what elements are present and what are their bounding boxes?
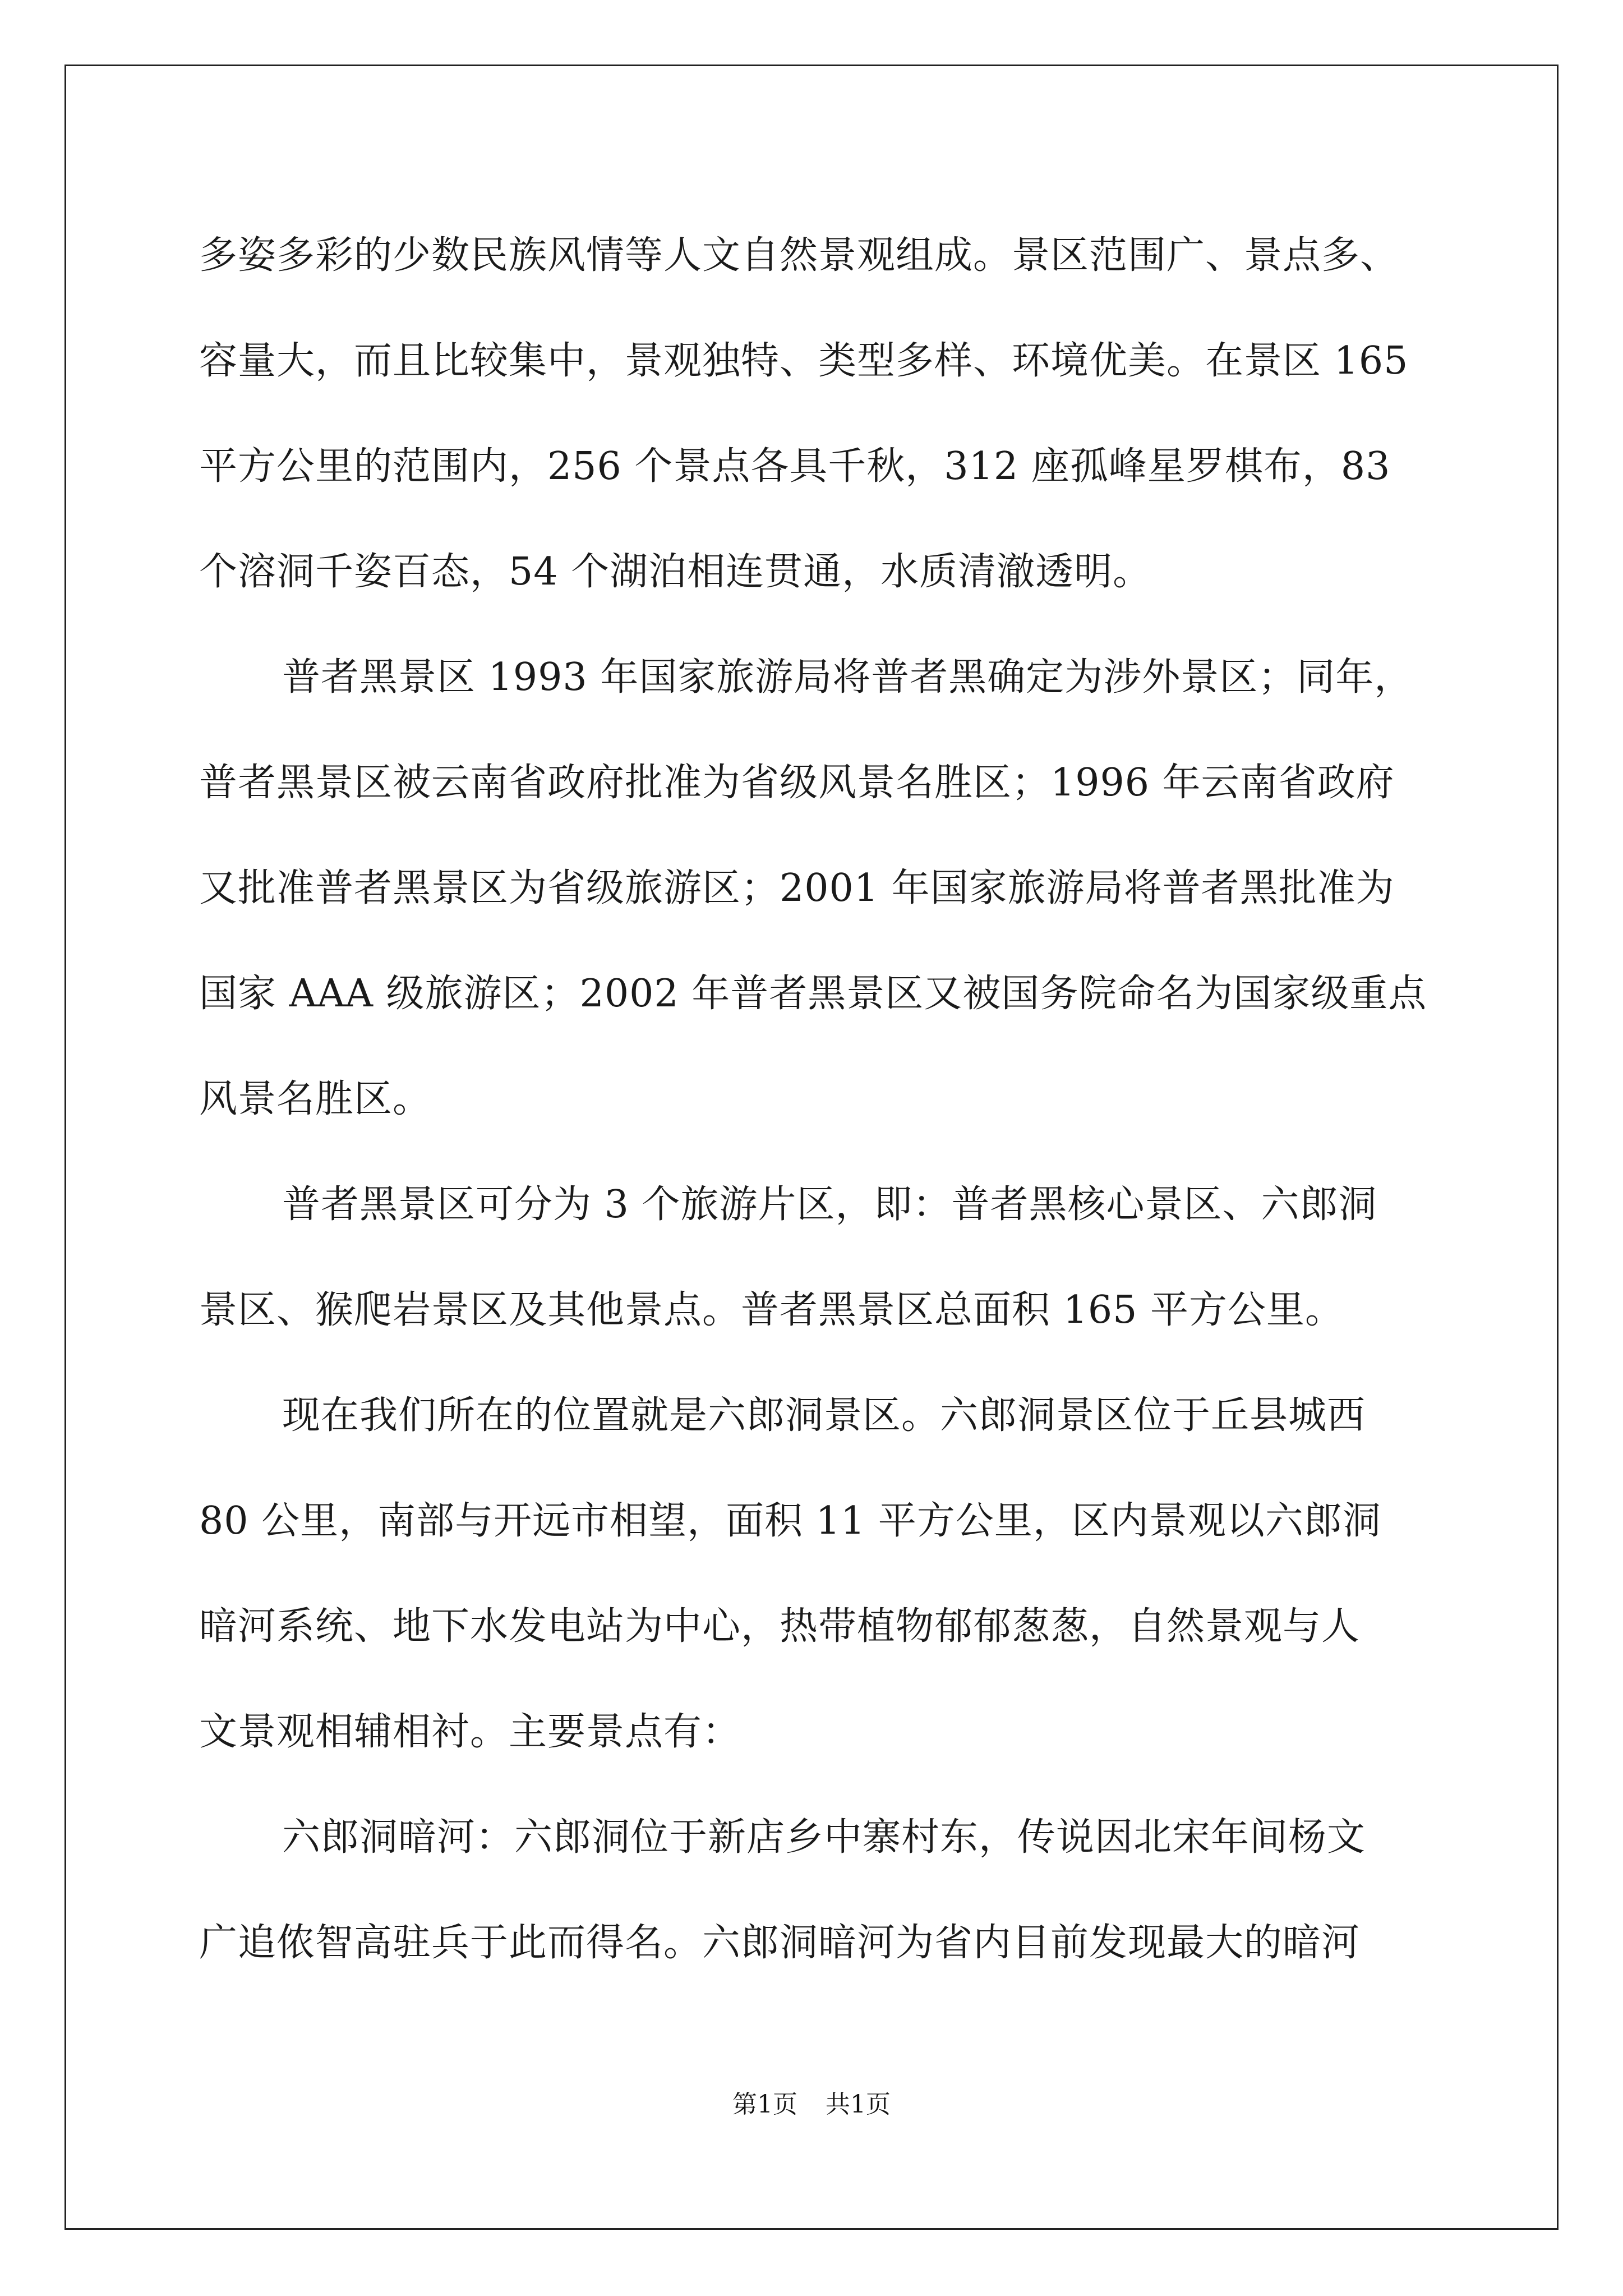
page-total: 共1页 [826,2090,891,2119]
paragraph-first-line: 六郎洞暗河：六郎洞位于新店乡中寨村东，传说因北宋年间杨文 [282,1815,1366,1860]
text-line: 普者黑景区被云南省政府批准为省级风景名胜区；1996 年云南省政府 [199,761,1395,805]
document-body [199,203,1450,1996]
paragraph-first-line: 现在我们所在的位置就是六郎洞景区。六郎洞景区位于丘县城西 [282,1393,1366,1438]
text-line: 风景名胜区。 [199,1077,432,1121]
text-line: 文景观相辅相衬。主要景点有： [199,1710,741,1754]
text-line: 国家 AAA 级旅游区；2002 年普者黑景区又被国务院命名为国家级重点 [199,972,1427,1016]
text-line: 暗河系统、地下水发电站为中心，热带植物郁郁葱葱，自然景观与人 [199,1604,1361,1649]
text-line: 80 公里，南部与开远市相望，面积 11 平方公里，区内景观以六郎洞 [199,1499,1381,1543]
text-line: 又批准普者黑景区为省级旅游区；2001 年国家旅游局将普者黑批准为 [199,866,1395,910]
page-number: 第1页 [732,2090,797,2119]
paragraph-first-line: 普者黑景区 1993 年国家旅游局将普者黑确定为涉外景区；同年， [282,655,1413,700]
text-line: 景区、猴爬岩景区及其他景点。普者黑景区总面积 165 平方公里。 [199,1288,1344,1332]
text-line: 广追侬智高驻兵于此而得名。六郎洞暗河为省内目前发现最大的暗河 [199,1921,1361,1965]
page-footer [0,2088,1623,2122]
text-line: 容量大，而且比较集中，景观独特、类型多样、环境优美。在景区 165 [199,339,1409,383]
paragraph-first-line: 普者黑景区可分为 3 个旅游片区，即：普者黑核心景区、六郎洞 [282,1182,1377,1227]
text-line: 多姿多彩的少数民族风情等人文自然景观组成。景区范围广、景点多、 [199,233,1399,278]
text-line: 平方公里的范围内，256 个景点各具千秋，312 座孤峰星罗棋布，83 [199,444,1391,489]
text-line: 个溶洞千姿百态，54 个湖泊相连贯通，水质清澈透明。 [199,550,1152,594]
